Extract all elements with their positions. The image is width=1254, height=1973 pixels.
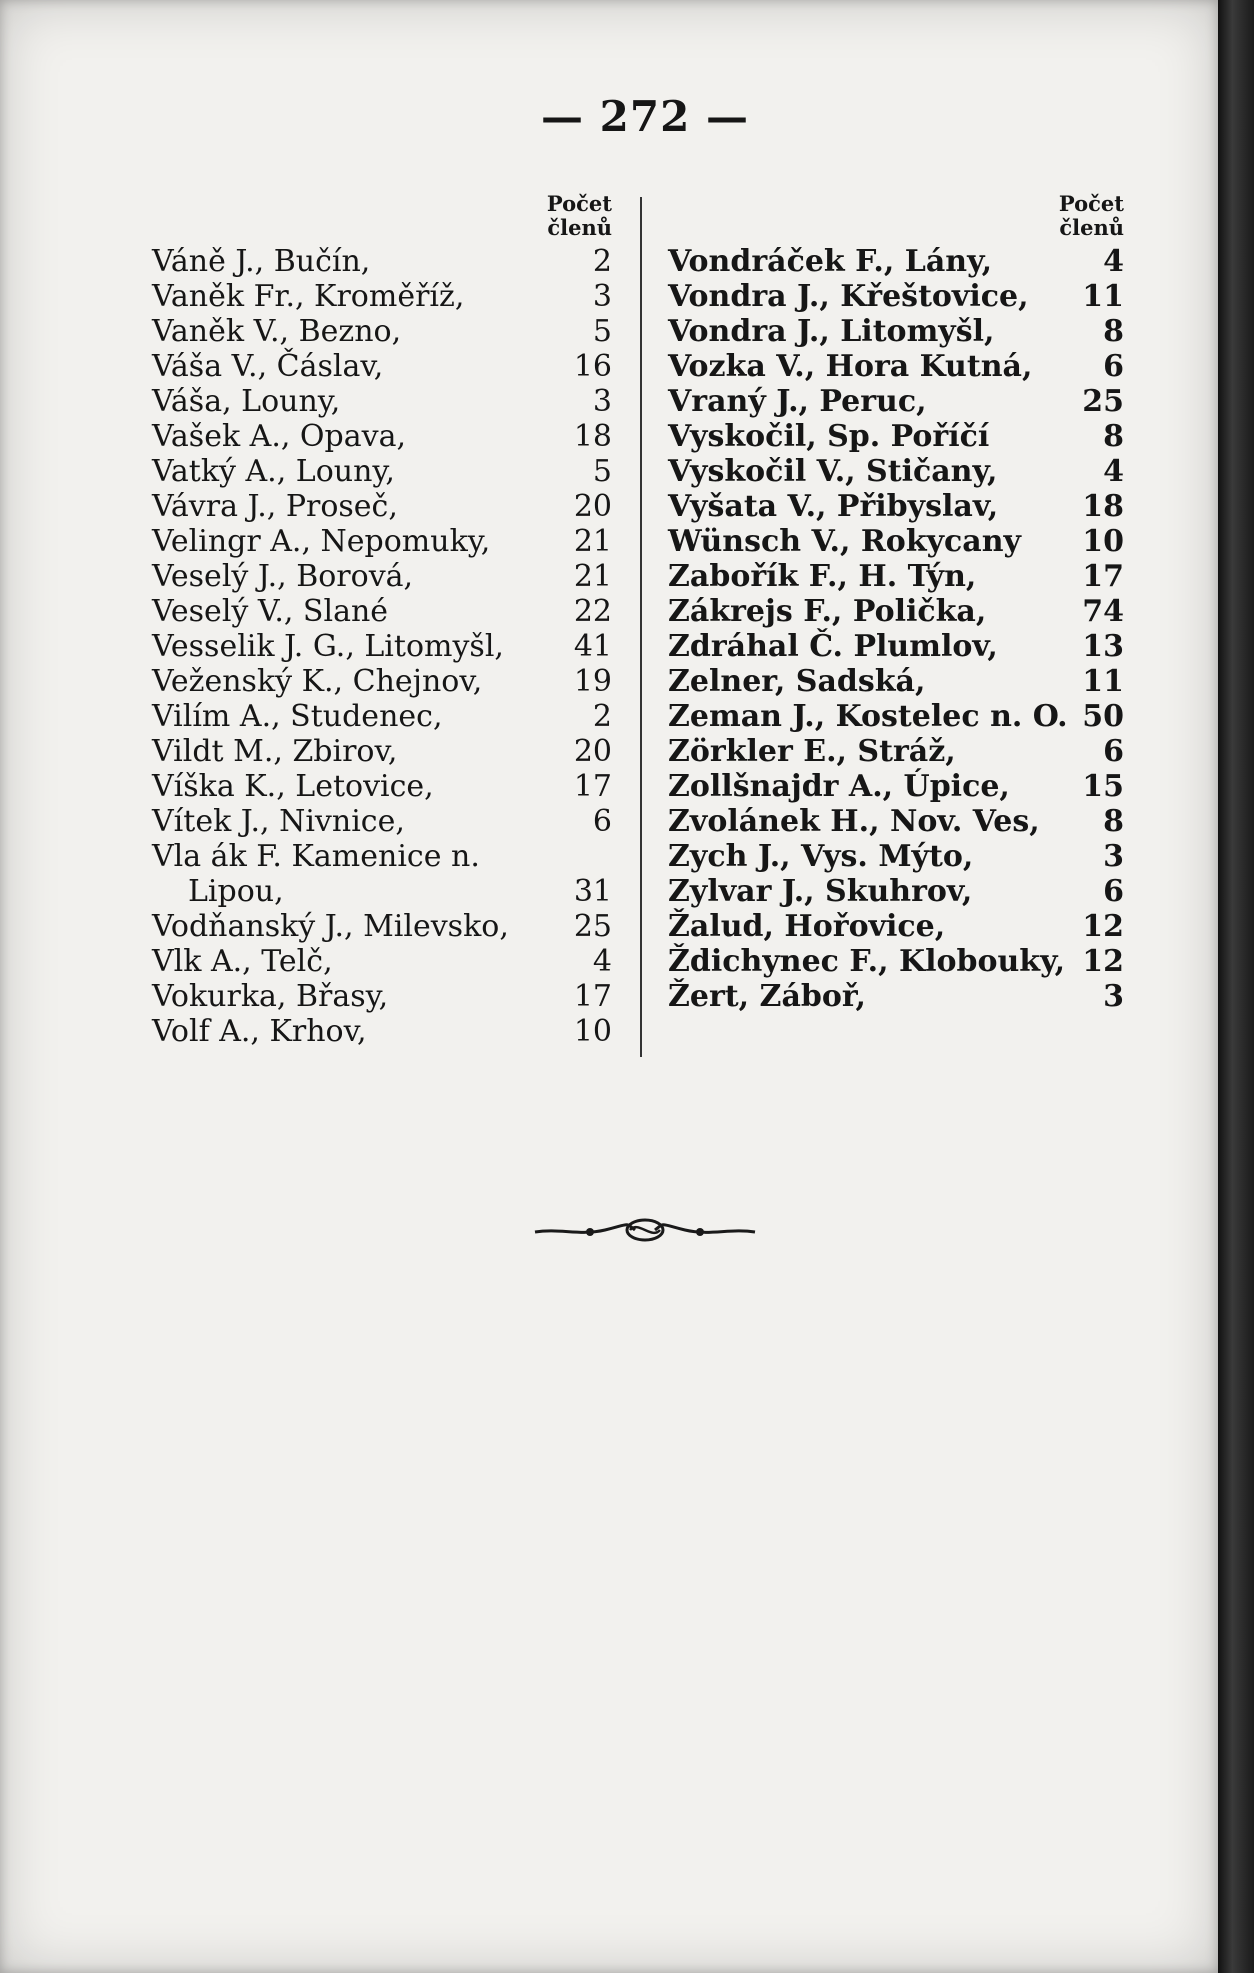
member-name: Žalud, Hořovice, <box>668 909 946 944</box>
member-count: 19 <box>573 664 612 699</box>
member-count: 4 <box>592 944 612 979</box>
list-item <box>668 909 1124 944</box>
list-item <box>152 454 612 489</box>
member-count: 5 <box>592 454 612 489</box>
member-count: 3 <box>1103 839 1124 874</box>
member-name: Vla ák F. Kamenice n. <box>152 839 480 874</box>
member-name: Váně J., Bučín, <box>152 244 371 279</box>
list-item <box>152 279 612 314</box>
member-count: 74 <box>1082 594 1124 629</box>
member-count: 8 <box>1103 419 1124 454</box>
member-count: 11 <box>1082 664 1124 699</box>
list-item <box>152 349 612 384</box>
member-count: 6 <box>1103 349 1124 384</box>
list-item <box>668 594 1124 629</box>
list-item <box>668 769 1124 804</box>
right-column <box>668 192 1124 1014</box>
member-count: 18 <box>1082 489 1124 524</box>
member-count: 6 <box>1103 874 1124 909</box>
member-count: 8 <box>1103 314 1124 349</box>
list-item <box>152 1014 612 1049</box>
member-name: Vítek J., Nivnice, <box>152 804 405 839</box>
member-name: Váša, Louny, <box>152 384 341 419</box>
member-count: 10 <box>573 1014 612 1049</box>
member-count: 20 <box>573 489 612 524</box>
member-name: Vyšata V., Přibyslav, <box>668 489 999 524</box>
member-count: 3 <box>1103 979 1124 1014</box>
member-count: 2 <box>592 699 612 734</box>
member-name: Vašek A., Opava, <box>152 419 406 454</box>
list-item <box>152 839 612 874</box>
member-name: Vilím A., Studenec, <box>152 699 443 734</box>
list-item <box>668 454 1124 489</box>
member-name: Žert, Záboř, <box>668 979 866 1014</box>
list-item <box>152 664 612 699</box>
member-name: Vávra J., Proseč, <box>152 489 398 524</box>
member-name: Vokurka, Břasy, <box>152 979 389 1014</box>
member-name: Zabořík F., H. Týn, <box>668 559 977 594</box>
member-name: Zörkler E., Stráž, <box>668 734 956 769</box>
member-count: 31 <box>573 874 612 909</box>
member-name: Vondra J., Křeštovice, <box>668 279 1029 314</box>
member-name: Vlk A., Telč, <box>152 944 333 979</box>
member-count: 20 <box>573 734 612 769</box>
member-count: 13 <box>1082 629 1124 664</box>
member-count: 41 <box>573 629 612 664</box>
list-item <box>668 349 1124 384</box>
member-name: Zych J., Vys. Mýto, <box>668 839 974 874</box>
member-count: 6 <box>592 804 612 839</box>
member-name: Vyskočil V., Stičany, <box>668 454 998 489</box>
column-divider <box>640 197 642 1057</box>
member-count: 50 <box>1082 699 1124 734</box>
list-item <box>668 839 1124 874</box>
member-count: 8 <box>1103 804 1124 839</box>
list-item <box>152 629 612 664</box>
list-item <box>152 699 612 734</box>
member-name: Veženský K., Chejnov, <box>152 664 483 699</box>
list-item <box>152 769 612 804</box>
member-name: Vaněk Fr., Kroměříž, <box>152 279 465 314</box>
member-name: Zvolánek H., Nov. Ves, <box>668 804 1040 839</box>
member-count: 16 <box>573 349 612 384</box>
list-item <box>668 629 1124 664</box>
member-name: Vodňanský J., Milevsko, <box>152 909 509 944</box>
list-item <box>152 419 612 454</box>
list-item <box>668 699 1124 734</box>
member-count: 25 <box>1082 384 1124 419</box>
list-item <box>668 524 1124 559</box>
member-count: 17 <box>573 979 612 1014</box>
member-name: Víška K., Letovice, <box>152 769 434 804</box>
list-item <box>152 944 612 979</box>
list-item <box>668 944 1124 979</box>
member-count: 10 <box>1082 524 1124 559</box>
member-name: Vozka V., Hora Kutná, <box>668 349 1033 384</box>
member-name: Vyskočil, Sp. Poříčí <box>668 419 990 454</box>
member-name: Vildt M., Zbirov, <box>152 734 398 769</box>
member-name: Vondra J., Litomyšl, <box>668 314 995 349</box>
member-count: 21 <box>573 559 612 594</box>
member-name: Velingr A., Nepomuky, <box>152 524 491 559</box>
list-item <box>668 384 1124 419</box>
list-item <box>152 524 612 559</box>
ornament-divider <box>530 1210 760 1250</box>
member-count: 6 <box>1103 734 1124 769</box>
list-item <box>668 664 1124 699</box>
list-item <box>152 314 612 349</box>
member-name: Zylvar J., Skuhrov, <box>668 874 973 909</box>
member-name: Ždichynec F., Klobouky, <box>668 944 1066 979</box>
left-column <box>152 192 612 1049</box>
member-name: Volf A., Krhov, <box>152 1014 367 1049</box>
member-name: Zdráhal Č. Plumlov, <box>668 629 998 664</box>
member-name: Wünsch V., Rokycany <box>668 524 1021 559</box>
member-count: 17 <box>573 769 612 804</box>
list-item <box>668 419 1124 454</box>
member-name: Zollšnajdr A., Úpice, <box>668 769 1010 804</box>
member-count: 4 <box>1103 244 1124 279</box>
list-item <box>668 979 1124 1014</box>
list-item <box>152 384 612 419</box>
list-item <box>152 594 612 629</box>
member-name: Vesselik J. G., Litomyšl, <box>152 629 504 664</box>
member-name: Vraný J., Peruc, <box>668 384 927 419</box>
member-name: Lipou, <box>188 874 284 909</box>
member-name: Veselý V., Slané <box>152 594 389 629</box>
page-edge-shadow <box>1218 0 1254 1973</box>
list-item <box>668 804 1124 839</box>
member-name: Veselý J., Borová, <box>152 559 414 594</box>
member-count: 11 <box>1082 279 1124 314</box>
member-count: 3 <box>592 384 612 419</box>
list-item <box>152 909 612 944</box>
list-item <box>668 559 1124 594</box>
list-item <box>668 734 1124 769</box>
member-name: Váša V., Čáslav, <box>152 349 384 384</box>
list-item <box>668 489 1124 524</box>
list-item <box>152 559 612 594</box>
member-count: 21 <box>573 524 612 559</box>
list-item <box>152 804 612 839</box>
member-name: Vondráček F., Lány, <box>668 244 993 279</box>
list-item <box>152 734 612 769</box>
count-header-left: Počet členů <box>546 191 612 240</box>
list-item <box>668 314 1124 349</box>
list-item <box>152 244 612 279</box>
list-item <box>668 874 1124 909</box>
member-count: 2 <box>592 244 612 279</box>
member-count: 17 <box>1082 559 1124 594</box>
member-name: Vatký A., Louny, <box>152 454 395 489</box>
member-name: Zeman J., Kostelec n. O. <box>668 699 1068 734</box>
list-item <box>152 979 612 1014</box>
member-count: 22 <box>573 594 612 629</box>
right-list <box>668 244 1124 1014</box>
list-item <box>152 489 612 524</box>
member-count: 12 <box>1082 944 1124 979</box>
member-count: 18 <box>573 419 612 454</box>
member-count: 25 <box>573 909 612 944</box>
member-count: 5 <box>592 314 612 349</box>
member-count: 12 <box>1082 909 1124 944</box>
list-item <box>668 244 1124 279</box>
count-header-right: Počet členů <box>1058 191 1124 240</box>
member-name: Vaněk V., Bezno, <box>152 314 402 349</box>
member-count: 3 <box>592 279 612 314</box>
member-count: 15 <box>1082 769 1124 804</box>
page-number: — 272 — <box>541 92 749 141</box>
member-name: Zelner, Sadská, <box>668 664 926 699</box>
member-count: 4 <box>1103 454 1124 489</box>
member-name: Zákrejs F., Polička, <box>668 594 987 629</box>
list-item <box>668 279 1124 314</box>
left-list <box>152 244 612 1049</box>
list-item <box>152 874 612 909</box>
